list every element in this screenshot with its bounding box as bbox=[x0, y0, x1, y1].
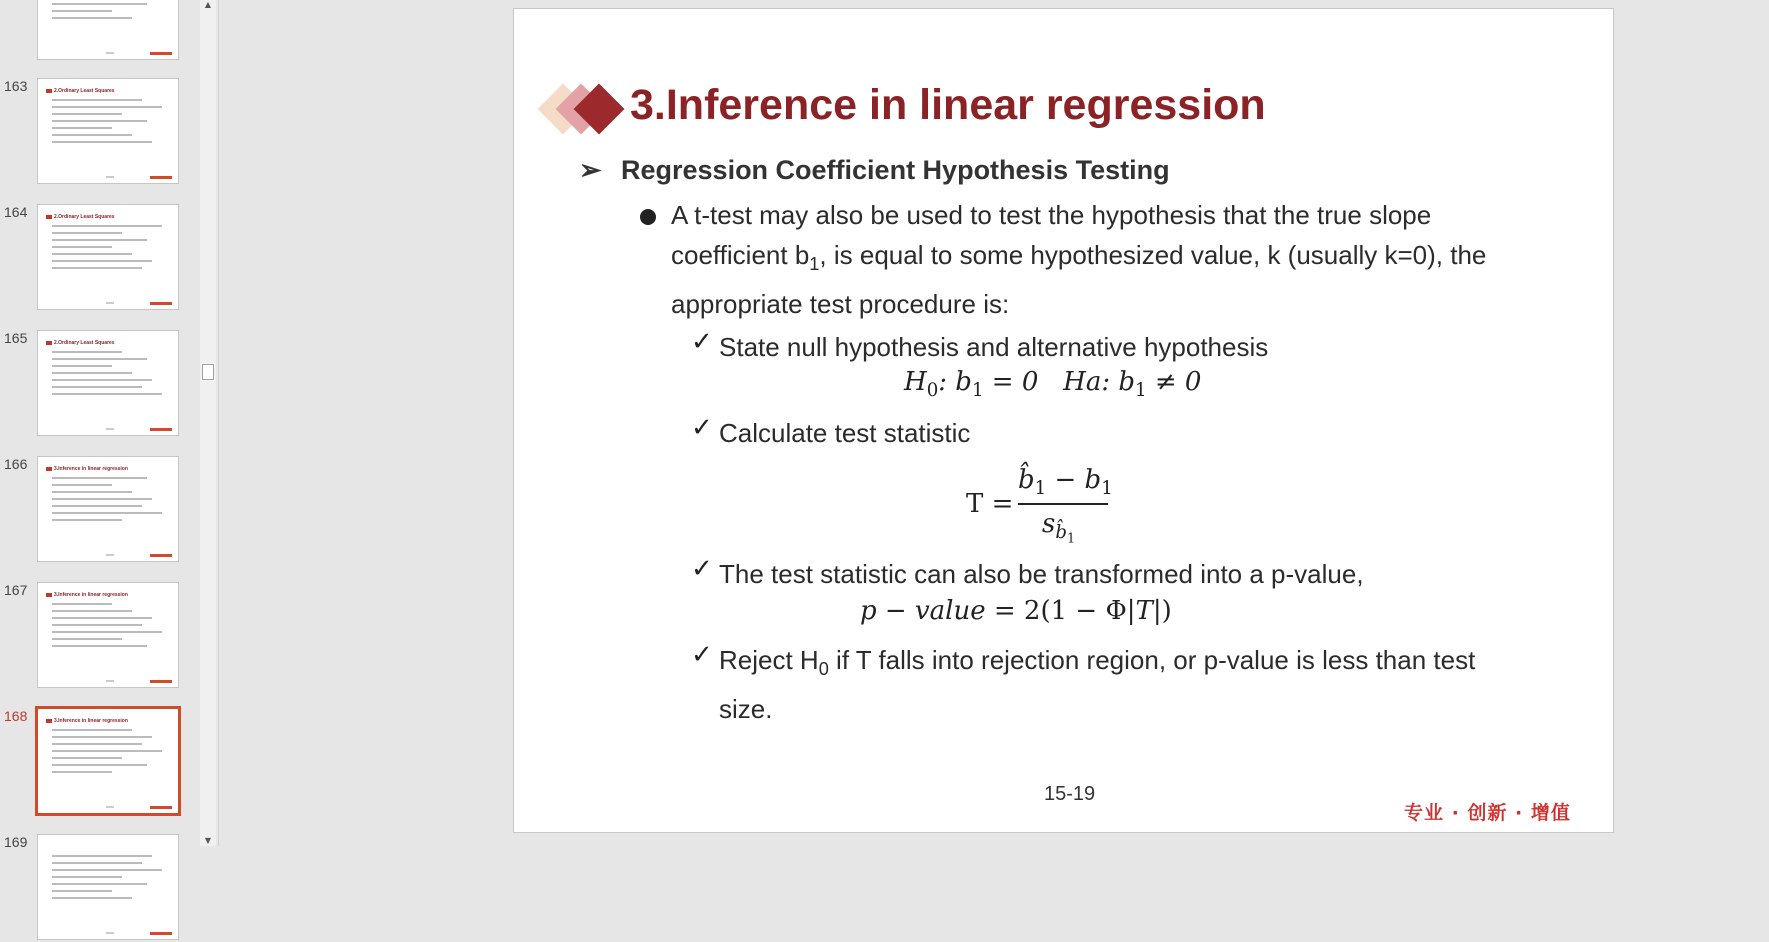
thumbnail-text-line bbox=[52, 862, 142, 864]
scroll-down-icon[interactable]: ▼ bbox=[204, 836, 212, 845]
check-icon: ✓ bbox=[691, 554, 713, 584]
thumbnail-title-text: 3.Inference in linear regression bbox=[54, 718, 128, 724]
slide-thumbnail[interactable] bbox=[0, 330, 200, 438]
thumbnail-preview[interactable] bbox=[37, 78, 179, 184]
thumbnail-title-text: 3.Inference in linear regression bbox=[54, 466, 128, 472]
slide-thumbnail[interactable] bbox=[0, 0, 200, 62]
slide-thumbnail[interactable] bbox=[0, 834, 200, 942]
thumbnail-page-number bbox=[106, 176, 114, 178]
thumbnail-text-line bbox=[52, 10, 112, 12]
thumbnail-preview[interactable] bbox=[35, 706, 181, 816]
thumbnail-preview[interactable] bbox=[37, 834, 179, 940]
check-icon: ✓ bbox=[691, 413, 713, 443]
slide-number: 167 bbox=[4, 582, 28, 598]
check-icon: ✓ bbox=[691, 640, 713, 670]
thumbnail-footer bbox=[150, 932, 172, 935]
bullet-text-part: A t-test may also be used to test the hypothesis that the true slope coefficient b bbox=[671, 200, 1432, 270]
thumbnail-footer bbox=[150, 52, 172, 55]
thumbnail-text-line bbox=[52, 386, 142, 388]
scroll-up-icon[interactable]: ▲ bbox=[204, 0, 212, 9]
thumbnail-title bbox=[46, 466, 128, 472]
page-number: 15-19 bbox=[1044, 783, 1096, 805]
thumbnail-text-line bbox=[52, 120, 147, 122]
thumbnail-title bbox=[46, 592, 128, 598]
check-text-part: Reject H bbox=[719, 645, 819, 675]
thumbnail-preview[interactable] bbox=[37, 456, 179, 562]
thumbnail-title-text: 3.Inference in linear regression bbox=[54, 592, 128, 598]
check-text-part: size. bbox=[719, 694, 773, 725]
thumbnail-text-line bbox=[52, 127, 112, 129]
slide-thumbnail[interactable] bbox=[0, 582, 200, 690]
slide-canvas[interactable]: 3.Inference in linear regression ➢ Regression Coefficient Hypothesis Testing A t-test may also be used to test the hypothesis that the true slope coefficient $b_1$, is equal to some hypothesized value, k (usually k=0), the appropriate test procedure is: ✓ State null hypothesis and alternative hypothesis $H_0$: $b_1 = 0$ Ha: $b_1 \ne 0$ ✓ Calculate test statistic T = $b̂_1 - b_1$ $s_{b̂_1}$ ✓ The test statistic can also be transformed into a p-value, p − value = 2(1 − Φ|T|) ✓ Reject $H_0$ if T falls into rejection region, or p-value is less than test size. 15-19 专业 · 创新 · 增值 bbox=[513, 8, 1614, 833]
slide-thumbnail[interactable] bbox=[0, 708, 200, 816]
thumbnail-page-number bbox=[106, 932, 114, 934]
thumbnail-text-line bbox=[52, 477, 147, 479]
thumbnail-text-line bbox=[52, 351, 122, 353]
check-item-4 bbox=[719, 640, 1475, 729]
slide-number: 165 bbox=[4, 330, 28, 346]
thumbnail-dot-icon bbox=[46, 89, 52, 93]
thumbnail-text-line bbox=[52, 484, 112, 486]
thumbnail-text-line bbox=[52, 869, 162, 871]
thumbnail-page-number bbox=[106, 554, 114, 556]
thumbnail-text-line bbox=[52, 365, 112, 367]
thumbnail-page-number bbox=[106, 302, 114, 304]
thumbnail-preview[interactable] bbox=[37, 330, 179, 436]
subscript: 1 bbox=[809, 254, 820, 275]
section-heading-text: Regression Coefficient Hypothesis Testing bbox=[621, 155, 1170, 185]
thumbnail-text-line bbox=[52, 757, 122, 759]
thumbnail-text-line bbox=[52, 519, 122, 521]
slide-thumbnail[interactable] bbox=[0, 456, 200, 564]
thumbnail-scrollbar[interactable] bbox=[200, 0, 216, 846]
thumbnail-text-line bbox=[52, 253, 132, 255]
thumbnail-text-line bbox=[52, 239, 147, 241]
brand-slogan: 专业 · 创新 · 增值 bbox=[1404, 802, 1571, 824]
thumbnail-text-line bbox=[52, 771, 112, 773]
thumbnail-page-number bbox=[106, 806, 114, 808]
thumbnail-dot-icon bbox=[46, 467, 52, 471]
title-diamond-decoration bbox=[543, 77, 623, 137]
thumbnail-preview[interactable] bbox=[37, 0, 179, 60]
slide-number: 164 bbox=[4, 204, 28, 220]
slide-number: 168 bbox=[4, 708, 28, 724]
thumbnail-preview[interactable] bbox=[37, 204, 179, 310]
thumbnail-footer bbox=[150, 806, 172, 809]
thumbnail-title-text: 2.Ordinary Least Squares bbox=[54, 340, 115, 346]
thumbnail-text-line bbox=[52, 267, 142, 269]
thumbnail-footer bbox=[150, 428, 172, 431]
thumbnail-title bbox=[46, 88, 115, 94]
thumbnail-text-line bbox=[52, 99, 142, 101]
thumbnail-text-line bbox=[52, 141, 152, 143]
slide-title: 3.Inference in linear regression bbox=[630, 81, 1266, 129]
p-value-formula: p − value = 2(1 − Φ|T|) bbox=[860, 596, 1172, 626]
check-item-3: The test statistic can also be transformed into a p-value, bbox=[719, 559, 1364, 589]
thumbnail-text-line bbox=[52, 512, 162, 514]
thumbnail-text-line bbox=[52, 393, 162, 395]
slide-thumbnail[interactable] bbox=[0, 204, 200, 312]
thumbnail-text-line bbox=[52, 17, 132, 19]
thumbnail-text-line bbox=[52, 883, 147, 885]
thumbnail-text-line bbox=[52, 617, 152, 619]
thumbnail-title-text: 2.Ordinary Least Squares bbox=[54, 88, 115, 94]
thumbnail-text-line bbox=[52, 491, 132, 493]
check-text-part: if T falls into rejection region, or p-value is less than test bbox=[828, 645, 1476, 675]
thumbnail-dot-icon bbox=[46, 719, 52, 723]
thumbnail-text-line bbox=[52, 631, 162, 633]
thumbnail-text-line bbox=[52, 379, 152, 381]
slide-thumbnail[interactable] bbox=[0, 78, 200, 186]
slide-number: 169 bbox=[4, 834, 28, 850]
bullet-text-part: , is equal to some hypothesized value, k (usually k=0), the appropriate test procedure is: bbox=[671, 240, 1487, 320]
slide-number: 163 bbox=[4, 78, 28, 94]
scrollbar-thumb[interactable] bbox=[202, 364, 214, 380]
hypothesis-formula: $H_0$: $b_1 = 0$ Ha: $b_1 \ne 0$ bbox=[904, 367, 1202, 402]
thumbnail-text-line bbox=[52, 764, 147, 766]
thumbnail-text-line bbox=[52, 603, 112, 605]
thumbnail-dot-icon bbox=[46, 593, 52, 597]
thumbnail-text-line bbox=[52, 876, 122, 878]
thumbnail-text-line bbox=[52, 372, 132, 374]
thumbnail-title bbox=[46, 214, 115, 220]
check-icon: ✓ bbox=[691, 327, 713, 357]
thumbnail-text-line bbox=[52, 645, 147, 647]
check-item-2: Calculate test statistic bbox=[719, 418, 971, 448]
thumbnail-text-line bbox=[52, 890, 112, 892]
arrow-bullet-icon: ➢ bbox=[579, 155, 602, 185]
thumbnail-dot-icon bbox=[46, 215, 52, 219]
thumbnail-text-line bbox=[52, 134, 132, 136]
slide-thumbnail-panel bbox=[0, 0, 219, 850]
thumbnail-footer bbox=[150, 554, 172, 557]
bullet-dot-icon bbox=[640, 209, 656, 225]
thumbnail-text-line bbox=[52, 610, 132, 612]
thumbnail-text-line bbox=[52, 225, 162, 227]
thumbnail-text-line bbox=[52, 498, 152, 500]
thumbnail-preview[interactable] bbox=[37, 582, 179, 688]
thumbnail-text-line bbox=[52, 855, 152, 857]
thumbnail-text-line bbox=[52, 897, 132, 899]
thumbnail-dot-icon bbox=[46, 341, 52, 345]
slide-number: 166 bbox=[4, 456, 28, 472]
thumbnail-text-line bbox=[52, 358, 147, 360]
thumbnail-text-line bbox=[52, 736, 152, 738]
thumbnail-text-line bbox=[52, 750, 162, 752]
subscript: 0 bbox=[818, 659, 829, 680]
thumbnail-text-line bbox=[52, 743, 142, 745]
thumbnail-footer bbox=[150, 302, 172, 305]
thumbnail-footer bbox=[150, 176, 172, 179]
thumbnail-text-line bbox=[52, 729, 132, 731]
thumbnail-page-number bbox=[106, 52, 114, 54]
check-item-1: State null hypothesis and alternative hypothesis bbox=[719, 332, 1269, 362]
thumbnail-page-number bbox=[106, 428, 114, 430]
thumbnail-text-line bbox=[52, 113, 122, 115]
thumbnail-page-number bbox=[106, 680, 114, 682]
thumbnail-title bbox=[46, 718, 128, 724]
thumbnail-text-line bbox=[52, 638, 122, 640]
thumbnail-text-line bbox=[52, 232, 122, 234]
thumbnail-footer bbox=[150, 680, 172, 683]
thumbnail-text-line bbox=[52, 624, 142, 626]
thumbnail-text-line bbox=[52, 3, 147, 5]
thumbnail-text-line bbox=[52, 505, 142, 507]
thumbnail-text-line bbox=[52, 106, 162, 108]
bullet-paragraph bbox=[671, 195, 1551, 324]
thumbnail-text-line bbox=[52, 246, 112, 248]
thumbnail-title bbox=[46, 340, 115, 346]
thumbnail-text-line bbox=[52, 260, 152, 262]
thumbnail-title-text: 2.Ordinary Least Squares bbox=[54, 214, 115, 220]
section-heading bbox=[579, 155, 1170, 186]
